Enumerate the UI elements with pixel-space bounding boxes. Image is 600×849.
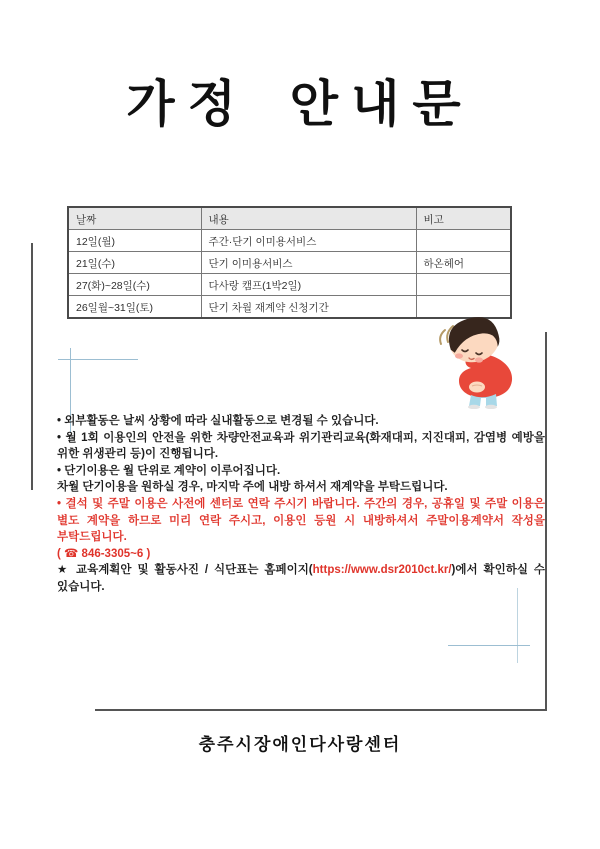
table-cell [416, 274, 511, 296]
crosshair-right-vertical [517, 588, 518, 663]
notice-item [57, 430, 545, 463]
crosshair-right-horizontal [448, 645, 530, 646]
bowing-boy-illustration [428, 305, 518, 409]
table-cell: 단기 차월 재계약 신청기간 [201, 296, 416, 319]
bowing-boy-icon [428, 305, 518, 409]
notice-text: • 월 1회 이용인의 안전을 위한 차량안전교육과 위기관리교육(화재대피, 지진대피, 감염병 예방을 위한 위생관리 등)이 진행됩니다. [57, 431, 545, 461]
table-cell: 27(화)~28일(수) [68, 274, 201, 296]
notice-text: • 외부활동은 날씨 상황에 따라 실내활동으로 변경될 수 있습니다. [57, 415, 379, 427]
table-cell: 주간·단기 이미용서비스 [201, 230, 416, 252]
crosshair-left-horizontal [58, 359, 138, 360]
table-row [68, 274, 511, 296]
table-cell: 단기 이미용서비스 [201, 252, 416, 274]
notice-item [57, 463, 545, 480]
schedule-table [67, 206, 512, 319]
notice-text: 차월 단기이용을 원하실 경우, 마지막 주에 내방 하셔서 재계약을 부탁드립니다. [57, 481, 448, 494]
notice-item [57, 546, 545, 563]
notice-text: ★ 교육계획안 및 활동사진 / 식단표는 홈페이지( [57, 564, 313, 577]
table-cell: 하온헤어 [416, 252, 511, 274]
scan-line-left [31, 243, 33, 490]
table-cell: 다사랑 캠프(1박2일) [201, 274, 416, 296]
table-row [68, 230, 511, 252]
notice-text: • 단기이용은 월 단위로 계약이 이루어집니다. [57, 464, 281, 477]
notice-item [57, 413, 545, 430]
table-header-row [68, 207, 511, 230]
page-title: 가정 안내문 [126, 76, 474, 132]
footer-org-name: 충주시장애인다사랑센터 [198, 735, 402, 754]
notice-list [57, 413, 545, 596]
column-header: 비고 [416, 207, 511, 230]
notice-item [57, 479, 545, 496]
table-cell: 12일(월) [68, 230, 201, 252]
table-cell [416, 230, 511, 252]
table-row [68, 252, 511, 274]
homepage-url[interactable]: https://www.dsr2010ct.kr/ [312, 564, 452, 577]
scan-line-bottom [95, 709, 547, 711]
column-header: 날짜 [68, 207, 201, 230]
notice-text: • 결석 및 주말 이용은 사전에 센터로 연락 주시기 바랍니다. 주간의 경우, 공휴일 및 주말 이용은 별도 계약을 하므로 미리 연락 주시고, 이용인 등원 시 내방하셔서 주말이용계약서 작성을 부탁드립니다. [57, 497, 545, 544]
scan-line-right [545, 332, 547, 711]
notice-text: )에서 확인하실 수 있습니다. [57, 564, 546, 593]
column-header: 내용 [201, 207, 416, 230]
table-cell: 26일월~31일(토) [68, 296, 201, 319]
notice-item [57, 562, 545, 595]
notice-text: ( ☎ 846-3305~6 ) [57, 547, 151, 560]
table-cell: 21일(수) [68, 252, 201, 274]
notice-item [57, 496, 545, 546]
